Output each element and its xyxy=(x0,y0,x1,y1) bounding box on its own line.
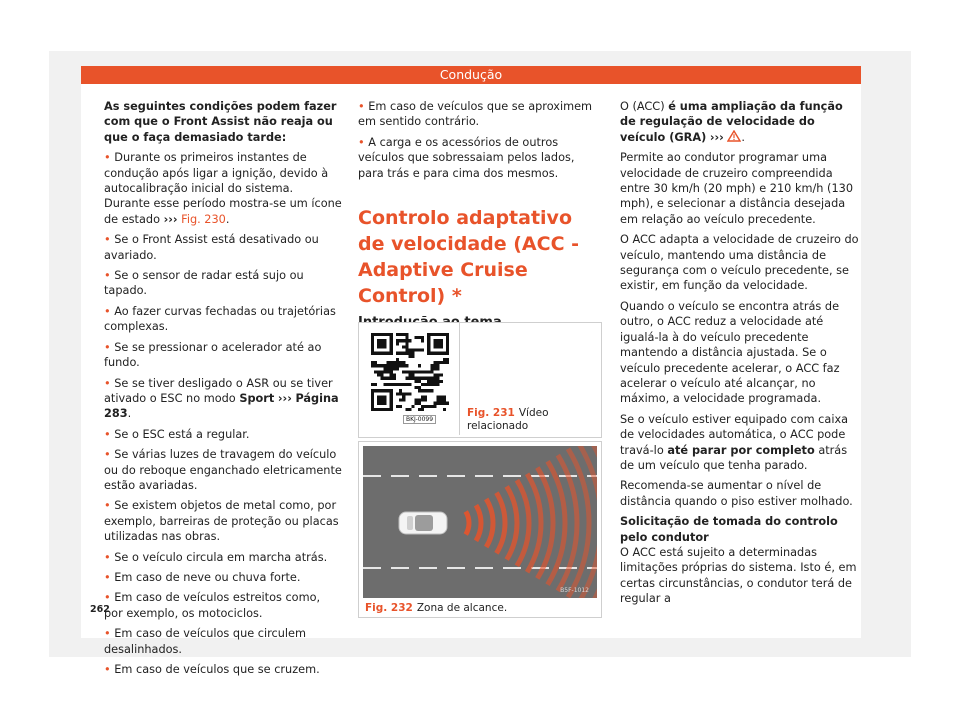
figure-reference[interactable]: Fig. 230 xyxy=(181,212,226,226)
qr-code-id: BKJ-0099 xyxy=(403,415,436,424)
warning-triangle-icon[interactable] xyxy=(727,130,741,142)
paragraph-wet-road: Recomenda-se aumentar o nível de distância quando o piso estiver molhado. xyxy=(620,479,853,508)
list-item-text: Em caso de neve ou chuva forte. xyxy=(114,570,301,584)
bullet-marker: • xyxy=(104,570,115,584)
list-item-text: Se várias luzes de travagem do veículo ou do reboque enganchado eletricamente estão avariadas. xyxy=(104,448,342,492)
paragraph-following: Quando o veículo se encontra atrás de outro, o ACC reduz a velocidade até igualá-la à do veículo precedente mantendo a distância ajustada. Se o veículo precedente acelerar, o ACC faz acelerar o veículo até alcançar, no máximo, a velocidade programada. xyxy=(620,299,840,406)
bullet-marker: • xyxy=(104,340,115,354)
list-item xyxy=(104,150,342,227)
bullet-marker: • xyxy=(358,100,369,113)
figure-232-label: Fig. 232 xyxy=(365,602,413,614)
figure-231 xyxy=(358,322,602,438)
acc-def-bold: é uma ampliação da função de regulação de velocidade do veículo (GRA) xyxy=(620,100,843,144)
reference-chevron: ››› xyxy=(163,212,178,226)
vehicle-icon xyxy=(399,512,447,534)
list-item xyxy=(104,268,342,299)
list-item-text: A carga e os acessórios de outros veículos que sobressaiam pelos lados, para trás e para cima dos mesmos. xyxy=(358,135,575,180)
figure-231-text: Vídeo relacionado xyxy=(467,407,549,432)
figure-232-code: B5F-1012 xyxy=(560,587,589,594)
bullet-marker: • xyxy=(104,663,115,676)
list-item xyxy=(358,99,600,130)
paragraph-auto-stop xyxy=(620,412,860,474)
bullet-marker: • xyxy=(358,135,369,149)
reference-chevron: ››› xyxy=(709,130,724,144)
figure-231-caption xyxy=(467,407,593,433)
list-item xyxy=(104,590,342,621)
list-item xyxy=(104,304,342,335)
paragraph-speed-range: Permite ao condutor programar uma velocidade de cruzeiro compreendida entre 30 km/h (20 mph) e 210 km/h (130 mph), e selecionar a distância desejada em relação ao veículo precedente. xyxy=(620,151,854,226)
driver-takeover-heading: Solicitação de tomada do controlo pelo condutor xyxy=(620,515,838,544)
list-item xyxy=(358,135,600,181)
list-item xyxy=(104,570,342,585)
bullet-marker: • xyxy=(104,591,115,605)
bullet-marker: • xyxy=(104,269,115,283)
chapter-header: Condução xyxy=(81,66,861,84)
list-item-text: Em caso de veículos que circulem desalinhados. xyxy=(104,627,306,656)
list-item-text: Se se tiver desligado o ASR ou se tiver ativado o ESC no modo xyxy=(104,376,333,405)
list-item-text: Se o sensor de radar está sujo ou tapado. xyxy=(104,269,304,298)
list-item xyxy=(104,232,342,263)
punctuation: . xyxy=(225,212,230,226)
list-item xyxy=(104,550,342,565)
bullet-marker: • xyxy=(104,550,115,564)
page-number: 262 xyxy=(90,604,110,615)
list-item-text: Se o Front Assist está desativado ou avariado. xyxy=(104,233,319,262)
bullet-marker: • xyxy=(104,499,115,513)
intro-paragraph: As seguintes condições podem fazer com que o Front Assist não reaja ou que o faça demasiado tarde: xyxy=(104,100,337,144)
list-item-text: Se se pressionar o acelerador até ao fundo. xyxy=(104,340,322,370)
page-reference[interactable]: Página 283 xyxy=(104,391,339,421)
auto-stop-bold: até parar por completo xyxy=(667,443,815,457)
bullet-marker: • xyxy=(104,448,115,462)
list-item-text: Se o veículo circula em marcha atrás. xyxy=(114,550,328,564)
bullet-marker: • xyxy=(104,151,115,165)
figure-231-label: Fig. 231 xyxy=(467,407,515,419)
bullet-marker: • xyxy=(104,627,115,641)
acc-def-prefix: O (ACC) xyxy=(620,100,665,113)
list-item-text: Em caso de veículos que se aproximem em sentido contrário. xyxy=(358,100,593,129)
column-middle xyxy=(358,99,600,339)
section-title: Controlo adaptativo de velocidade (ACC - Adaptive Cruise Control) * xyxy=(358,207,580,308)
column-left xyxy=(104,99,342,682)
bullet-marker: • xyxy=(104,427,115,441)
bullet-marker: • xyxy=(104,376,115,390)
acc-definition xyxy=(620,99,860,145)
qr-code-icon[interactable] xyxy=(371,333,449,411)
conditions-list xyxy=(104,150,342,677)
list-item xyxy=(104,427,342,442)
radar-range-diagram xyxy=(363,446,597,598)
list-item-text: Em caso de veículos estreitos como, por exemplo, os motociclos. xyxy=(104,591,321,620)
figure-divider xyxy=(459,323,460,435)
list-item xyxy=(104,662,342,677)
bullet-marker: • xyxy=(104,233,115,247)
paragraph-adapt: O ACC adapta a velocidade de cruzeiro do veículo, mantendo uma distância de segurança com o veículo precedente, se existir, em função da velocidade. xyxy=(620,233,859,293)
list-item xyxy=(104,626,342,657)
list-item xyxy=(104,447,342,493)
figure-232-text: Zona de alcance. xyxy=(416,602,508,614)
column-right xyxy=(620,99,860,612)
acc-def-end: . xyxy=(741,130,745,144)
list-item xyxy=(104,498,342,544)
list-item-text: Se existem objetos de metal como, por exemplo, barreiras de proteção ou placas utilizadas nas obras. xyxy=(104,499,339,544)
reference-chevron: ››› xyxy=(277,391,292,405)
list-item-text: Em caso de veículos que se cruzem. xyxy=(114,663,320,676)
figure-232 xyxy=(358,441,602,618)
paragraph-limitations: O ACC está sujeito a determinadas limitações próprias do sistema. Isto é, em certas circunstâncias, o condutor terá de regular a xyxy=(620,545,857,606)
figure-232-caption xyxy=(365,602,595,615)
auto-stop-prefix: Se o veículo estiver equipado com caixa de velocidades automática, o ACC pode travá-lo xyxy=(620,412,849,457)
punctuation: . xyxy=(127,407,132,421)
conditions-list-continued xyxy=(358,99,600,181)
mode-name: Sport xyxy=(239,391,275,405)
list-item-text: Durante os primeiros instantes de condução após ligar a ignição, devido à autocalibração inicial do sistema. Durante esse período mostra-se um ícone de estado xyxy=(104,151,342,226)
list-item-text: Ao fazer curvas fechadas ou trajetórias complexas. xyxy=(104,304,336,334)
auto-stop-suffix: atrás de um veículo que tenha parado. xyxy=(620,443,848,472)
list-item xyxy=(104,376,342,422)
list-item-text: Se o ESC está a regular. xyxy=(114,427,250,441)
bullet-marker: • xyxy=(104,304,115,318)
list-item xyxy=(104,340,342,371)
